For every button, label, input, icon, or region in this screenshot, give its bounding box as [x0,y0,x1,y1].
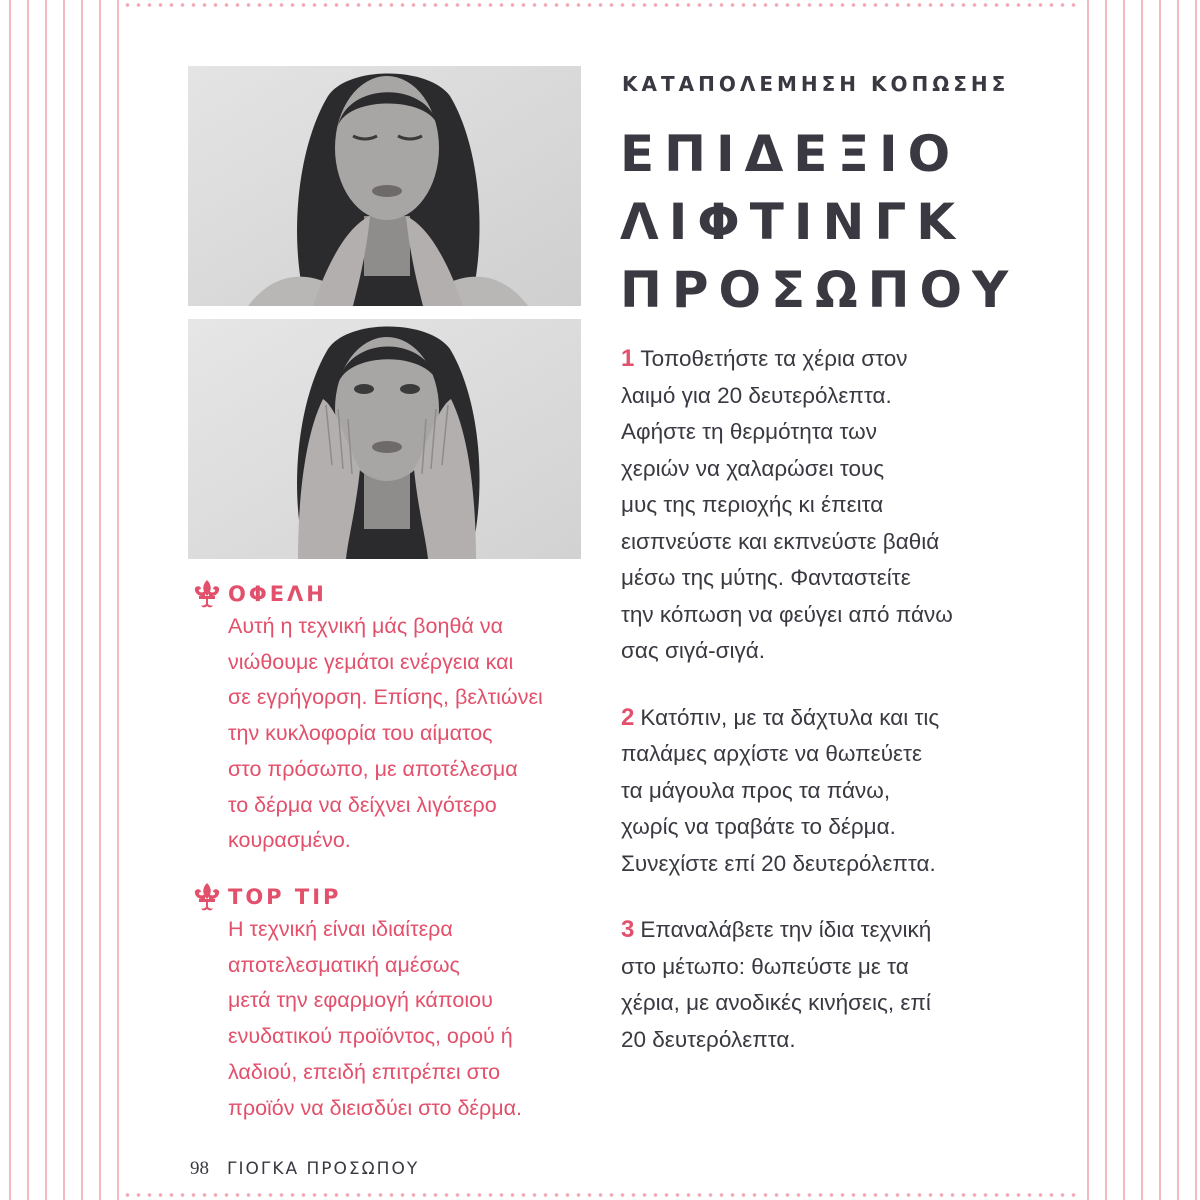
right-stripe-border [1078,0,1200,1200]
book-title: ΓΙΟΓΚΑ ΠΡΟΣΩΠΟΥ [227,1159,420,1179]
title-line: ΕΠΙΔΕΞΙΟ [620,125,961,183]
step-line: χεριών να χαλαρώσει τους [621,455,885,481]
top-tip-heading-row [190,882,590,912]
benefits-heading: ΟΦΕΛΗ [228,582,327,606]
step-line: 20 δευτερόλεπτα. [621,1026,796,1052]
step-line: χέρια, με ανοδικές κινήσεις, επί [621,990,931,1015]
photo-hands-on-cheeks [188,319,581,559]
step-number: 1 [621,345,635,372]
step-line: παλάμες αρχίστε να θωπεύετε [621,741,922,766]
top-tip-box [190,882,590,1126]
step-line: τα μάγουλα προς τα πάνω, [621,777,891,803]
benefits-heading-row [190,579,590,609]
step-line [621,341,1021,378]
step-text: Επαναλάβετε την ίδια τεχνική [640,917,932,942]
step-text: Τοποθετήστε τα χέρια στον [640,346,908,371]
step-line: εισπνεύστε και εκπνεύστε βαθιά [621,528,940,554]
step-line [621,700,1021,737]
title-line: ΠΡΟΣΩΠΟΥ [620,261,1019,319]
step-1 [621,341,1021,670]
benefits-box [190,579,590,859]
page-number: 98 [190,1158,209,1179]
instruction-steps [621,341,1021,1088]
top-tip-heading: TOP TIP [228,885,342,909]
title-line: ΛΙΦΤΙΝΓΚ [620,193,965,251]
benefits-line: το δέρμα να δείχνει λιγότερο [228,792,497,817]
step-line [621,912,1021,949]
benefits-line: κουρασμένο. [228,828,351,853]
page-footer [190,1158,419,1180]
bottom-dotted-border [122,1192,1078,1198]
benefits-line: νιώθουμε γεμάτοι ενέργεια και [228,649,514,674]
benefits-text [228,609,590,859]
page-title [620,120,1060,324]
section-kicker: ΚΑΤΑΠΟΛΕΜΗΣΗ ΚΟΠΩΣΗΣ [622,72,1010,96]
fleur-de-lis-icon [190,579,224,609]
top-tip-line: ενυδατικού προϊόντος, ορού ή [228,1024,513,1049]
top-tip-line: μετά την εφαρμογή κάποιου [228,988,493,1013]
step-line: Αφήστε τη θερμότητα των [621,419,877,444]
fleur-de-lis-icon [190,882,224,912]
step-line: στο μέτωπο: θωπεύστε με τα [621,953,909,979]
step-line: Συνεχίστε επί 20 δευτερόλεπτα. [621,850,936,876]
step-line: μυς της περιοχής κι έπειτα [621,492,884,517]
photo-hands-on-neck [188,66,581,306]
benefits-line: στο πρόσωπο, με αποτέλεσμα [228,756,518,781]
step-line: σας σιγά-σιγά. [621,638,766,663]
step-2 [621,700,1021,883]
step-number: 2 [621,703,635,731]
step-line: χωρίς να τραβάτε το δέρμα. [621,814,896,839]
top-tip-text [228,912,590,1126]
step-text: Κατόπιν, με τα δάχτυλα και τις [640,704,940,730]
step-line: λαιμό για 20 δευτερόλεπτα. [621,382,892,408]
top-tip-line: προϊόν να διεισδύει στο δέρμα. [228,1095,523,1120]
top-dotted-border [122,2,1078,8]
top-tip-line: Η τεχνική είναι ιδιαίτερα [228,917,453,941]
benefits-line: σε εγρήγορση. Επίσης, βελτιώνει [228,685,543,710]
step-number: 3 [621,916,635,943]
step-line: μέσω της μύτης. Φανταστείτε [621,565,911,590]
step-3 [621,912,1021,1058]
top-tip-line: αποτελεσματική αμέσως [228,952,460,977]
benefits-line: την κυκλοφορία του αίματος [228,721,493,746]
left-stripe-border [0,0,122,1200]
top-tip-line: λαδιού, επειδή επιτρέπει στο [228,1059,501,1084]
benefits-line: Αυτή η τεχνική μάς βοηθά να [228,614,503,638]
step-line: την κόπωση να φεύγει από πάνω [621,601,953,627]
